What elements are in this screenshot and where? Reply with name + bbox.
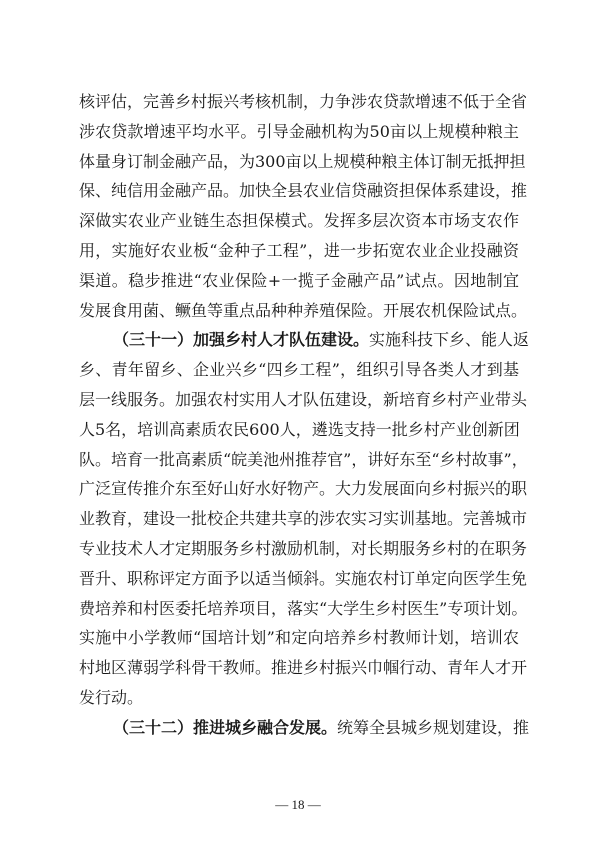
text-line: 广泛宣传推介东至好山好水好物产。大力发展面向乡村振兴的职 xyxy=(79,479,528,498)
text-line: 层一线服务。加强农村实用人才队伍建设，新培育乡村产业带头 xyxy=(79,390,528,409)
section-heading-32: （三十二）推进城乡融合发展。 xyxy=(113,718,338,737)
page-number: — 18 — xyxy=(275,797,321,812)
text-line: 深做实农业产业链生态担保模式。发挥多层次资本市场支农作 xyxy=(79,211,519,230)
section-heading-line xyxy=(113,718,530,738)
text-line: 体量身订制金融产品，为300亩以上规模种粮主体订制无抵押担 xyxy=(79,152,526,171)
text-line: 队。培育一批高素质“皖美池州推荐官”，讲好东至“乡村故事”， xyxy=(79,450,528,469)
section-heading-line xyxy=(113,330,530,350)
text-line: 实施中小学教师“国培计划”和定向培养乡村教师计划，培训农 xyxy=(79,628,519,647)
text-line: 乡、青年留乡、企业兴乡“四乡工程”，组织引导各类人才到基 xyxy=(79,360,519,379)
text-line: 村地区薄弱学科骨干教师。推进乡村振兴巾帼行动、青年人才开 xyxy=(79,658,528,677)
text-line: 专业技术人才定期服务乡村激励机制，对长期服务乡村的在职务 xyxy=(79,539,528,558)
text-line: 渠道。稳步推进“农业保险+一揽子金融产品”试点。因地制宜 xyxy=(79,271,519,290)
text-line: 发展食用菌、鳜鱼等重点品种种养殖保险。开展农机保险试点。 xyxy=(79,301,528,320)
text-line: 发行动。 xyxy=(79,688,144,707)
section-heading-31: （三十一）加强乡村人才队伍建设。 xyxy=(113,330,370,349)
text-line: 人5名，培训高素质农民600人，遴选支持一批乡村产业创新团 xyxy=(79,420,520,439)
text-line: 费培养和村医委托培养项目，落实“大学生乡村医生”专项计划。 xyxy=(79,599,528,618)
text-line: 保、纯信用金融产品。加快全县农业信贷融资担保体系建设，推 xyxy=(79,181,528,200)
heading-line-rest: 统筹全县城乡规划建设，推 xyxy=(337,718,530,737)
heading-line-rest: 实施科技下乡、能人返 xyxy=(369,330,530,349)
text-line: 晋升、职称评定方面予以适当倾斜。实施农村订单定向医学生免 xyxy=(79,569,528,588)
text-line: 业教育，建设一批校企共建共享的涉农实习实训基地。完善城市 xyxy=(79,509,528,528)
text-line: 涉农贷款增速平均水平。引导金融机构为50亩以上规模种粮主 xyxy=(79,122,519,141)
text-line: 用，实施好农业板“金种子工程”，进一步拓宽农业企业投融资 xyxy=(79,241,519,260)
text-line: 核评估，完善乡村振兴考核机制，力争涉农贷款增速不低于全省 xyxy=(79,92,528,111)
